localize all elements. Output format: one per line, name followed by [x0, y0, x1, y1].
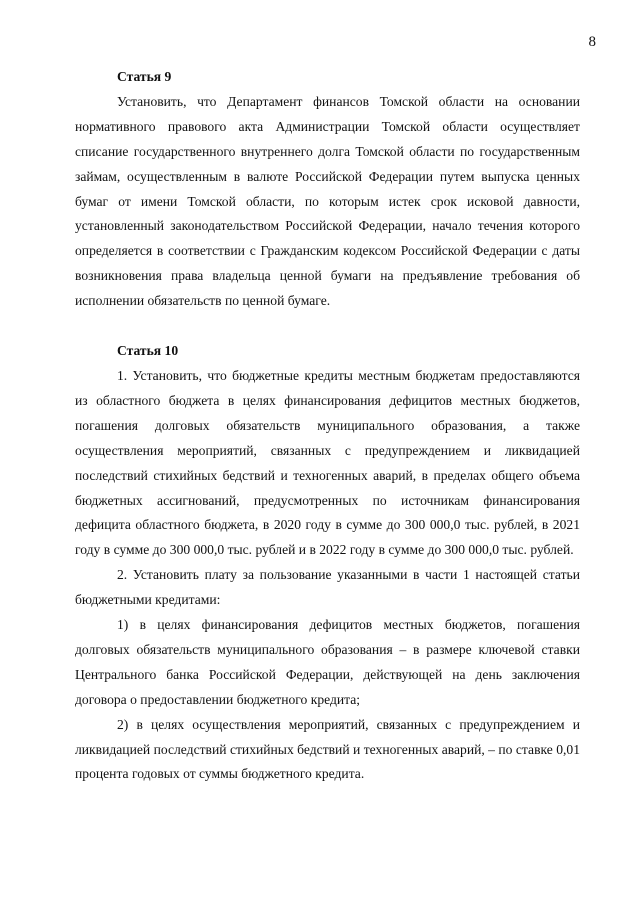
- article-10-paragraph-3: 1) в целях финансирования дефицитов местных бюджетов, погашения долговых обязательств муниципального образования – в размере ключевой ставки Центрального банка Российской Федерации, действующей на день заключения договора о предоставлении бюджетного кредита;: [75, 617, 580, 707]
- article-10-title: Статья 10: [117, 343, 179, 359]
- article-10-paragraph-1: 1. Установить, что бюджетные кредиты местным бюджетам предоставляются из областного бюджета в целях финансирования дефицитов местных бюджетов, погашения долговых обязательств муниципального образования, а также осуществления мероприятий, связанных с предупреждением и ликвидацией последствий стихийных бедствий и техногенных аварий, в пределах общего объема бюджетных ассигнований, предусмотренных по источникам финансирования дефицита областного бюджета, в 2020 году в сумме до 300 000,0 тыс. рублей, в 2021 году в сумме до 300 000,0 тыс. рублей и в 2022 году в сумме до 300 000,0 тыс. рублей.: [75, 367, 580, 558]
- article-9: [75, 65, 580, 314]
- article-9-text: Установить, что Департамент финансов Томской области на основании нормативного правового акта Администрации Томской области осуществляет списание государственного внутреннего долга Томской области по государственным займам, осуществленным в валюте Российской Федерации путем выпуска ценных бумаг от имени Томской области, по которым истек срок исковой давности, установленный законодательством Российской Федерации, начало течения которого определяется в соответствии с Гражданским кодексом Российской Федерации с даты возникновения права владельца ценной бумаги на предъявление требования об исполнении обязательств по ценной бумаге.: [75, 93, 580, 309]
- article-10: [75, 339, 580, 787]
- page-number: 8: [588, 34, 596, 50]
- article-9-title: Статья 9: [117, 69, 172, 84]
- article-10-paragraph-2: 2. Установить плату за пользование указанными в части 1 настоящей статьи бюджетными кредитами:: [75, 567, 580, 608]
- document-body: [75, 65, 580, 787]
- article-10-paragraph-4: 2) в целях осуществления мероприятий, связанных с предупреждением и ликвидацией последствий стихийных бедствий и техногенных аварий, – по ставке 0,01 процента годовых от суммы бюджетного кредита.: [75, 716, 580, 782]
